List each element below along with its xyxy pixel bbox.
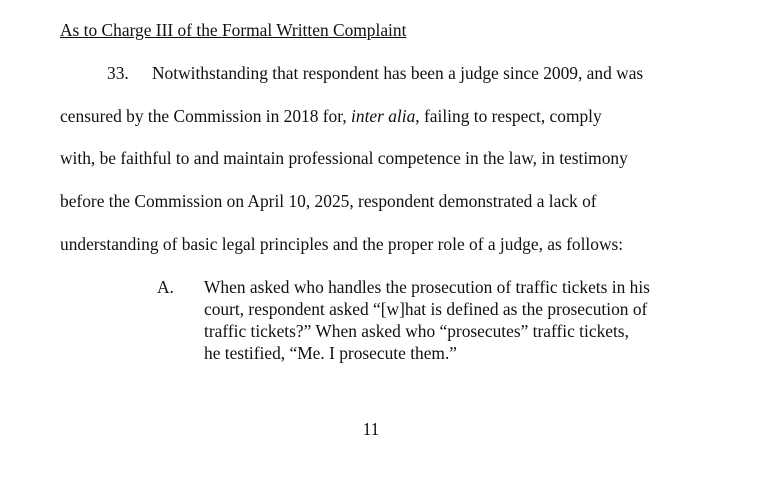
subparagraph-line-3: traffic tickets?” When asked who “prosecutes” traffic tickets,	[204, 321, 629, 341]
subparagraph-letter: A.	[157, 277, 174, 297]
paragraph-line-3: with, be faithful to and maintain professional competence in the law, in testimony	[60, 148, 628, 168]
paragraph-line-4: before the Commission on April 10, 2025, respondent demonstrated a lack of	[60, 191, 597, 211]
paragraph-text-line-1: Notwithstanding that respondent has been a judge since 2009, and was	[152, 63, 644, 83]
subparagraph-line-1: When asked who handles the prosecution of traffic tickets in his	[204, 277, 650, 297]
italic-phrase: inter alia	[351, 106, 416, 126]
paragraph-text-line-2b: , failing to respect, comply	[415, 106, 602, 126]
section-heading: As to Charge III of the Formal Written Complaint	[60, 20, 407, 40]
subparagraph-line-4: he testified, “Me. I prosecute them.”	[204, 343, 458, 363]
page-number: 11	[362, 419, 380, 439]
paragraph-text-line-2a: censured by the Commission in 2018 for,	[60, 106, 352, 126]
paragraph-number: 33.	[107, 63, 129, 83]
paragraph-line-5: understanding of basic legal principles and the proper role of a judge, as follows:	[60, 234, 624, 254]
subparagraph-line-2: court, respondent asked “[w]hat is defined as the prosecution of	[204, 299, 648, 319]
paragraph-line-2	[60, 106, 602, 127]
paragraph-line-1	[107, 63, 643, 84]
